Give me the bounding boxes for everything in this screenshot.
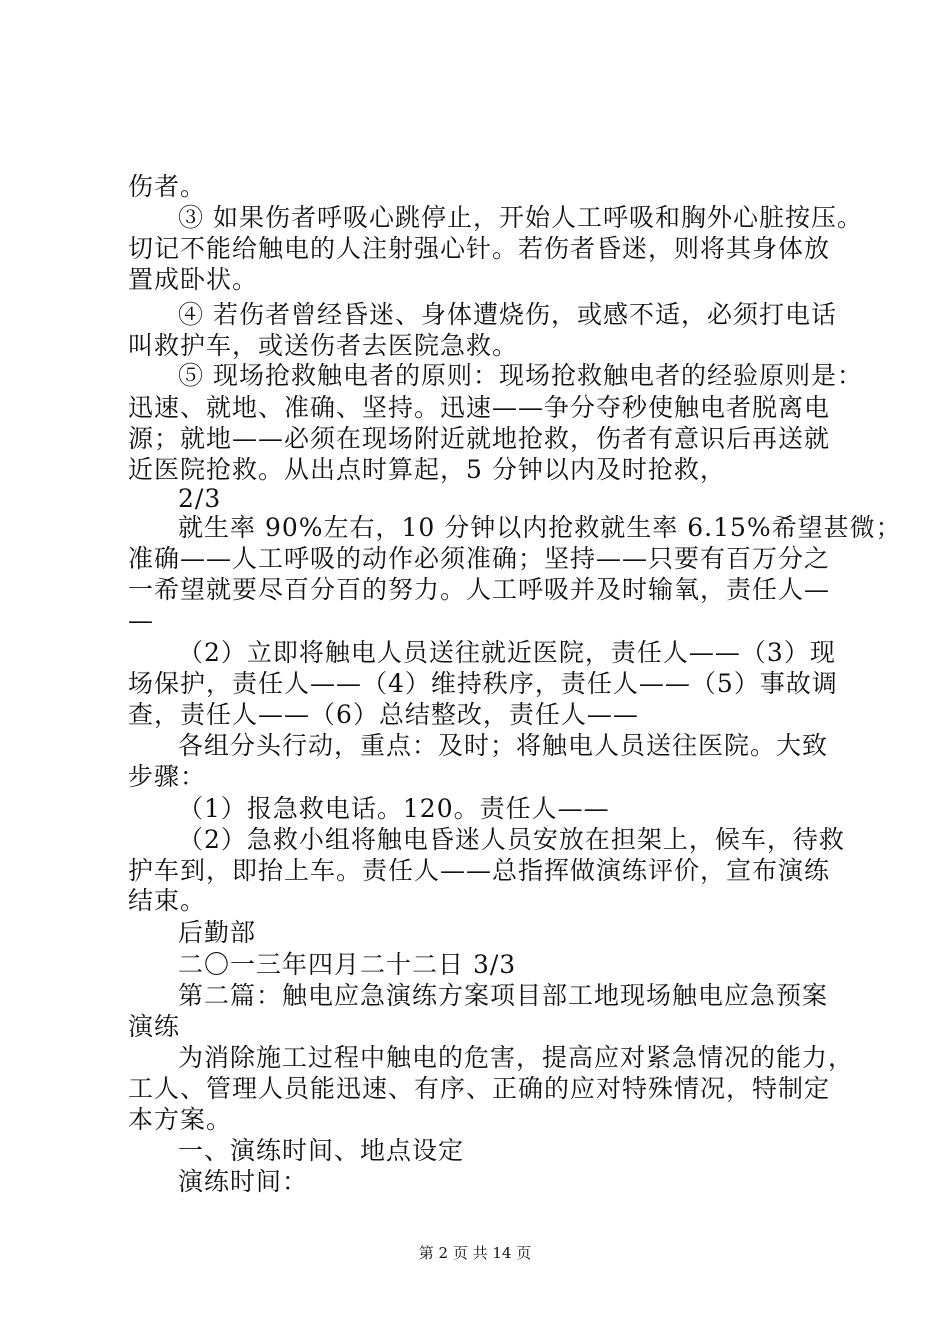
- text-line: 演练时间：: [178, 1167, 309, 1196]
- text-line: ⑤ 现场抢救触电者的原则：现场抢救触电者的经验原则是：: [178, 361, 863, 390]
- text-line: 一、演练时间、地点设定: [178, 1136, 465, 1165]
- section-heading: 演练: [128, 1012, 181, 1041]
- text-line: 后勤部: [178, 918, 257, 947]
- text-line: 工人、管理人员能迅速、有序、正确的应对特殊情况，特制定: [128, 1074, 831, 1103]
- text-line: 二〇一三年四月二十二日 3/3: [178, 950, 517, 979]
- text-line: 源；就地——必须在现场附近就地抢救，伤者有意识后再送就: [128, 424, 831, 453]
- text-line: ③ 如果伤者呼吸心跳停止，开始人工呼吸和胸外心脏按压。: [178, 203, 863, 232]
- page-footer: 第 2 页 共 14 页: [418, 1244, 532, 1262]
- text-line: 步骤：: [128, 762, 207, 791]
- text-line: ④ 若伤者曾经昏迷、身体遭烧伤，或感不适，必须打电话: [178, 300, 837, 329]
- text-line: （2）急救小组将触电昏迷人员安放在担架上，候车，待救: [178, 825, 845, 854]
- text-line: 置成卧状。: [128, 265, 259, 294]
- text-line: （1）报急救电话。120。责任人——: [178, 794, 610, 823]
- text-line: —: [128, 606, 154, 635]
- text-line: 叫救护车，或送伤者去医院急救。: [128, 331, 519, 360]
- text-line: 护车到，即抬上车。责任人——总指挥做演练评价，宣布演练: [128, 856, 831, 885]
- text-line: 就生率 90%左右，10 分钟以内抢救就生率 6.15%希望甚微；: [178, 513, 902, 542]
- section-heading: 第二篇：触电应急演练方案项目部工地现场触电应急预案: [178, 981, 829, 1010]
- text-line: 场保护，责任人——（4）维持秩序，责任人——（5）事故调: [128, 669, 838, 698]
- text-line: （2）立即将触电人员送往就近医院，责任人——（3）现: [178, 638, 836, 667]
- text-line: 准确——人工呼吸的动作必须准确；坚持——只要有百万分之: [128, 544, 831, 573]
- text-line: 各组分头行动，重点：及时；将触电人员送往医院。大致: [178, 731, 829, 760]
- text-line: 近医院抢救。从出点时算起，5 分钟以内及时抢救，: [128, 455, 726, 484]
- page-marker: 2/3: [178, 484, 222, 513]
- text-line: 一希望就要尽百分百的努力。人工呼吸并及时输氧，责任人—: [128, 575, 831, 604]
- text-line: 为消除施工过程中触电的危害，提高应对紧急情况的能力，: [178, 1043, 855, 1072]
- text-line: 伤者。: [128, 172, 207, 201]
- text-line: 结束。: [128, 886, 207, 915]
- text-line: 迅速、就地、准确、坚持。迅速——争分夺秒使触电者脱离电: [128, 393, 831, 422]
- text-line: 切记不能给触电的人注射强心针。若伤者昏迷，则将其身体放: [128, 234, 831, 263]
- text-line: 查，责任人——（6）总结整改，责任人——: [128, 700, 639, 729]
- text-line: 本方案。: [128, 1105, 233, 1134]
